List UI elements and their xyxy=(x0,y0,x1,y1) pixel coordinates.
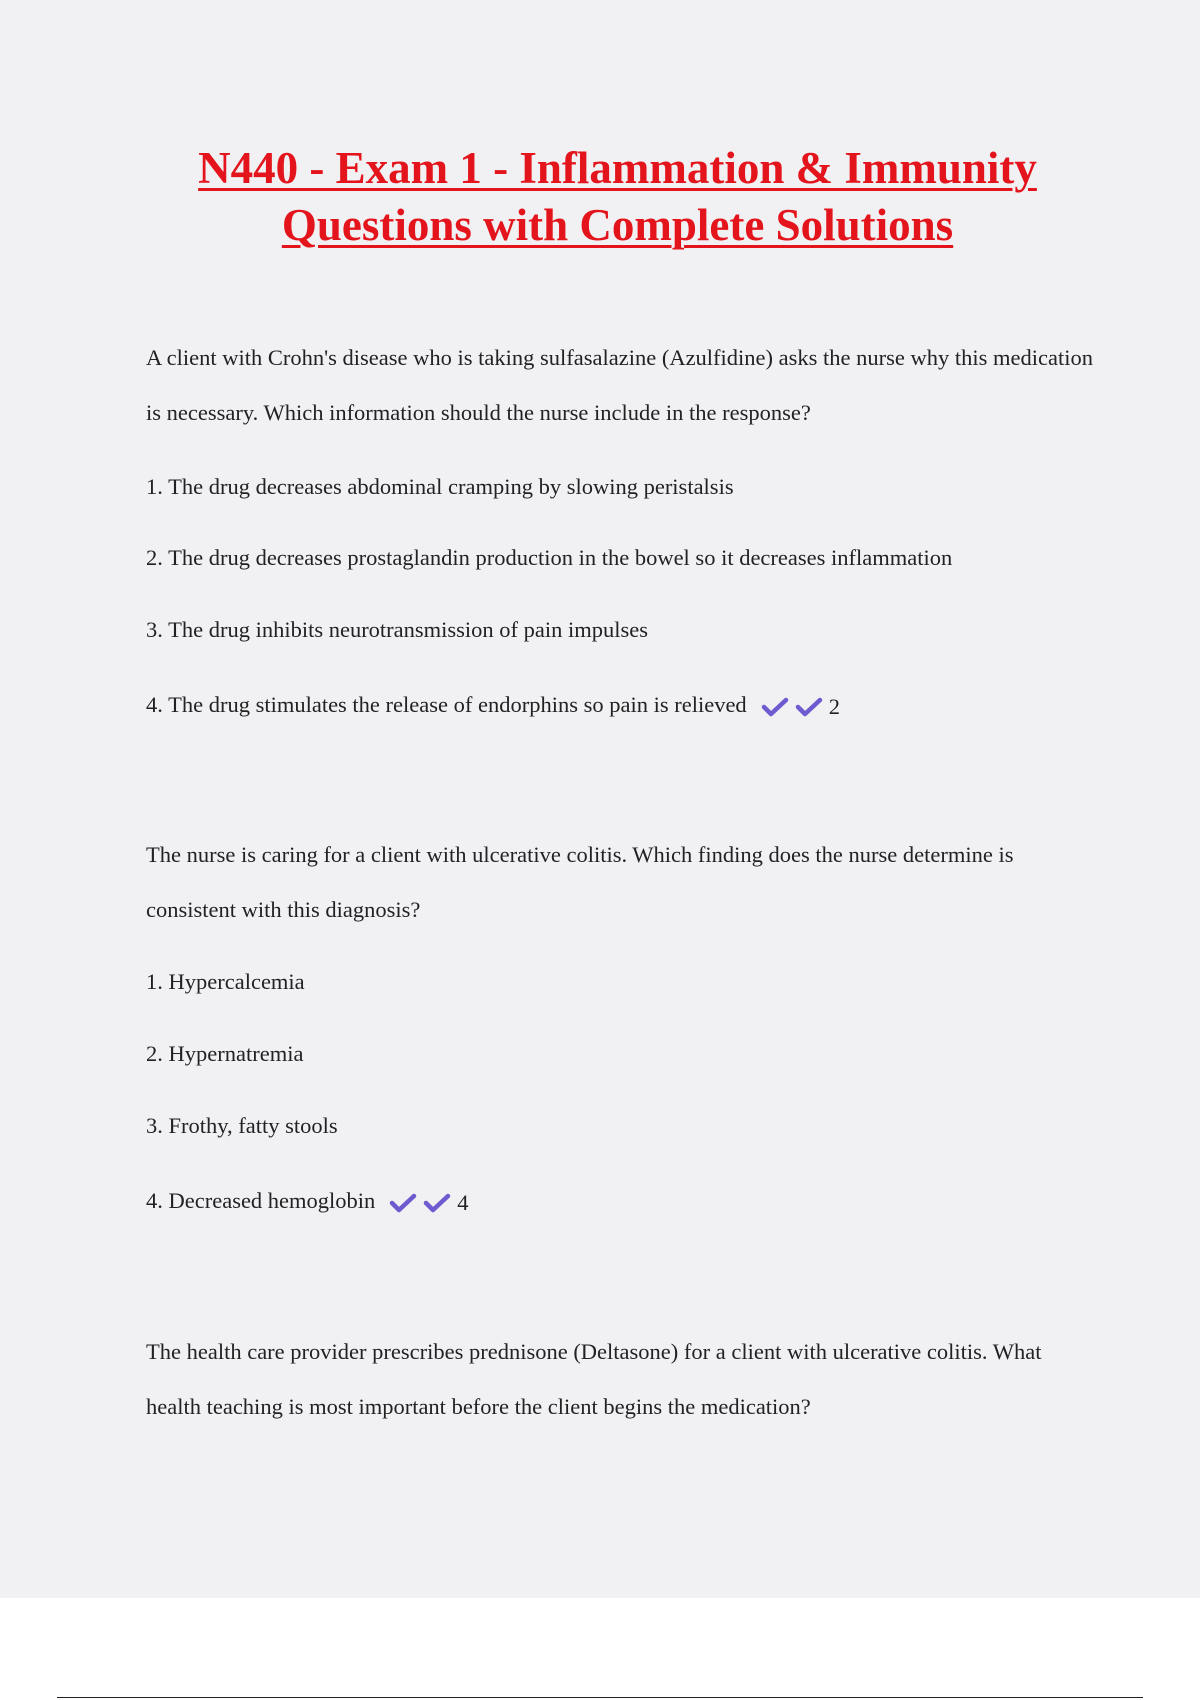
question-1-option-3: 3. The drug inhibits neurotransmission of pain impulses xyxy=(146,617,649,642)
question-1-stem: A client with Crohn's disease who is taking sulfasalazine (Azulfidine) asks the nurse why this medication is necessary. Which information should the nurse include in the response? xyxy=(146,345,1093,425)
question-3-stem: The health care provider prescribes prednisone (Deltasone) for a client with ulcerative colitis. What health teaching is most important before the client begins the medication? xyxy=(146,1339,1042,1419)
question-2-option-1: 1. Hypercalcemia xyxy=(146,969,305,994)
footer-divider xyxy=(57,1697,1143,1698)
title-line-2: Questions with Complete Solutions xyxy=(281,200,954,250)
question-1-option-2: 2. The drug decreases prostaglandin production in the bowel so it decreases inflammation xyxy=(146,545,953,570)
question-1-option-1: 1. The drug decreases abdominal cramping by slowing peristalsis xyxy=(146,474,734,499)
question-1-option-4-row xyxy=(146,690,840,722)
document-title xyxy=(0,140,1200,254)
check-icon xyxy=(423,1192,451,1214)
question-2-answer xyxy=(389,1188,468,1218)
question-2-option-3: 3. Frothy, fatty stools xyxy=(146,1113,338,1138)
title-line-1: N440 - Exam 1 - Inflammation & Immunity xyxy=(198,143,1037,193)
check-icon xyxy=(389,1192,417,1214)
question-1-option-4: 4. The drug stimulates the release of endorphins so pain is relieved xyxy=(146,692,747,717)
question-2-option-4: 4. Decreased hemoglobin xyxy=(146,1188,376,1213)
answer-number: 2 xyxy=(828,693,840,719)
question-1-answer xyxy=(761,692,840,722)
answer-number: 4 xyxy=(457,1189,469,1215)
check-icon xyxy=(761,696,789,718)
check-icon xyxy=(795,696,823,718)
question-2-option-2: 2. Hypernatremia xyxy=(146,1041,304,1066)
question-2-stem: The nurse is caring for a client with ulcerative colitis. Which finding does the nurse determine is consistent with this diagnosis? xyxy=(146,842,1014,922)
question-2-option-4-row xyxy=(146,1186,469,1218)
